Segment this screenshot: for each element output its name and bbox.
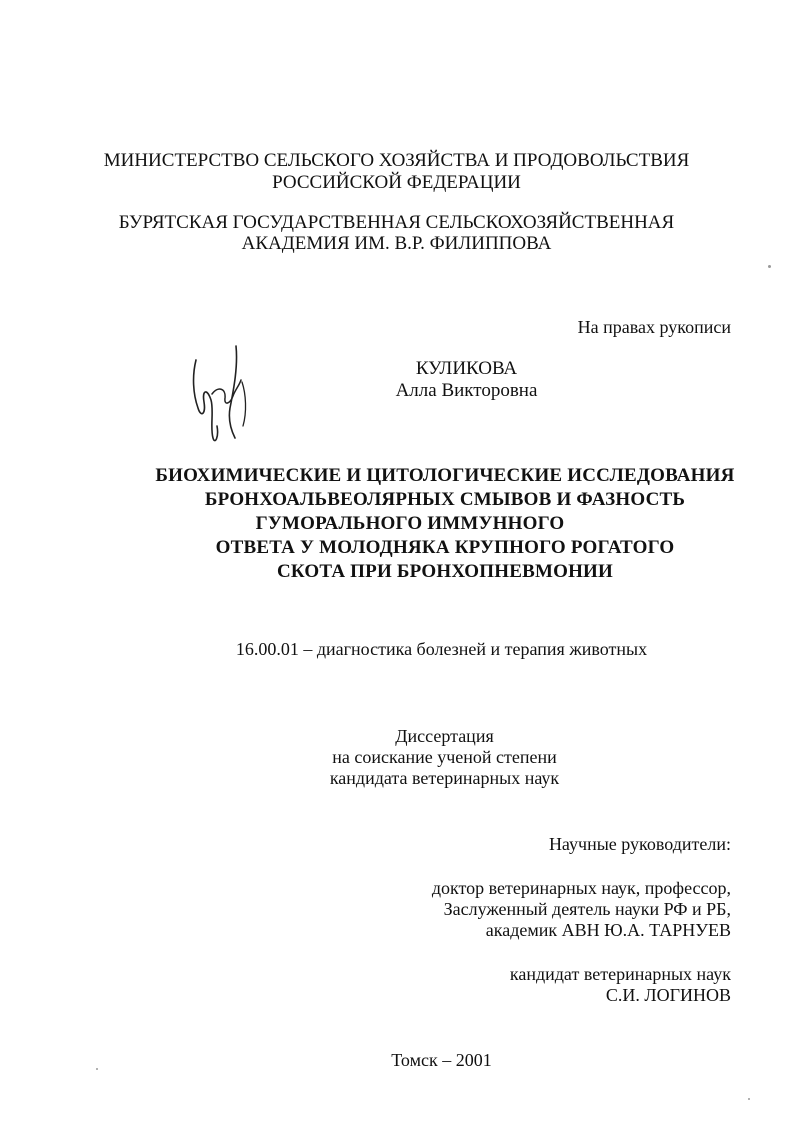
city-year: Томск – 2001 xyxy=(391,1050,492,1070)
title-line-2: БРОНХОАЛЬВЕОЛЯРНЫХ СМЫВОВ И ФАЗНОСТЬ xyxy=(204,489,686,510)
scan-speck xyxy=(748,1098,750,1100)
supervisor-2-line-2: С.И. ЛОГИНОВ xyxy=(605,985,731,1005)
supervisor-1-line-3: академик АВН Ю.А. ТАРНУЕВ xyxy=(485,920,731,940)
author-given-names: Алла Викторовна xyxy=(395,380,538,401)
dissertation-line-1: Диссертация xyxy=(395,726,494,746)
author-surname: КУЛИКОВА xyxy=(415,358,518,379)
supervisor-2-line-1: кандидат ветеринарных наук xyxy=(509,964,731,984)
scan-speck xyxy=(768,265,771,268)
title-line-1: БИОХИМИЧЕСКИЕ И ЦИТОЛОГИЧЕСКИЕ ИССЛЕДОВАНИЯ xyxy=(155,465,735,486)
ministry-line-2: РОССИЙСКОЙ ФЕДЕРАЦИИ xyxy=(272,172,521,193)
academy-line-2: АКАДЕМИЯ ИМ. В.Р. ФИЛИППОВА xyxy=(241,233,552,254)
rights-note: На правах рукописи xyxy=(577,317,731,337)
title-line-5: СКОТА ПРИ БРОНХОПНЕВМОНИИ xyxy=(276,561,613,582)
specialty: 16.00.01 – диагностика болезней и терапия животных xyxy=(235,639,648,659)
supervisors-heading: Научные руководители: xyxy=(548,834,731,854)
scan-speck xyxy=(96,1068,98,1070)
dissertation-line-2: на соискание ученой степени xyxy=(332,747,557,767)
supervisor-1-line-1: доктор ветеринарных наук, профессор, xyxy=(431,878,731,898)
supervisor-1-line-2: Заслуженный деятель науки РФ и РБ, xyxy=(443,899,731,919)
academy-line-1: БУРЯТСКАЯ ГОСУДАРСТВЕННАЯ СЕЛЬСКОХОЗЯЙСТВЕННАЯ xyxy=(118,212,675,233)
title-line-4: ОТВЕТА У МОЛОДНЯКА КРУПНОГО РОГАТОГО xyxy=(215,537,675,558)
title-line-3: ГУМОРАЛЬНОГО ИММУННОГО xyxy=(255,513,565,534)
dissertation-line-3: кандидата ветеринарных наук xyxy=(329,768,560,788)
ministry-line-1: МИНИСТЕРСТВО СЕЛЬСКОГО ХОЗЯЙСТВА И ПРОДОВОЛЬСТВИЯ xyxy=(103,150,690,171)
